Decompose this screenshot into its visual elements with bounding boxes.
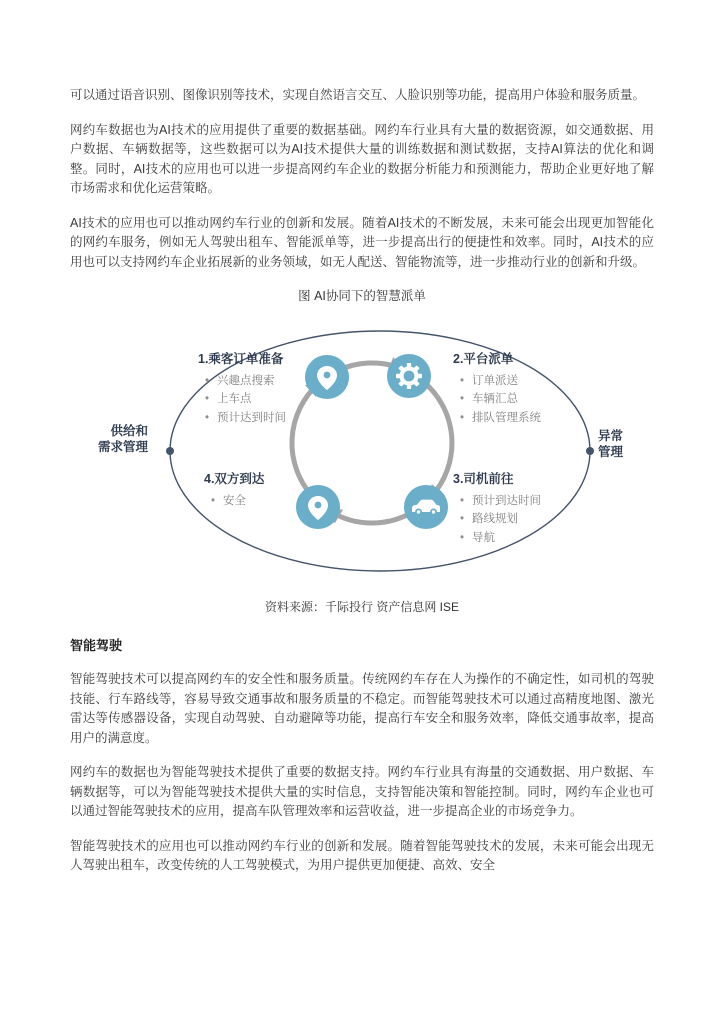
paragraph-6: 智能驾驶技术的应用也可以推动网约车行业的创新和发展。随着智能驾驶技术的发展，未来可能会出现无人驾驶出租车，改变传统的人工驾驶模式，为用户提供更加便捷、高效、安全 (70, 838, 654, 873)
right-connector-dot (586, 447, 594, 455)
node-title: 2.平台派单 (453, 351, 514, 366)
list-item: • 车辆汇总 (460, 390, 578, 408)
list-item: • 上车点 (205, 390, 310, 408)
list-item: • 安全 (211, 492, 316, 510)
pin-icon (305, 355, 349, 399)
node-both-arrive (204, 471, 316, 511)
node-title: 4.双方到达 (204, 471, 265, 486)
supply-demand-label: 供给和 需求管理 (97, 423, 148, 454)
paragraph-5: 网约车的数据也为智能驾驶技术提供了重要的数据支持。网约车行业具有海量的交通数据、用户数据、车辆数据等，可以为智能驾驶技术提供大量的实时信息，支持智能决策和智能控制。同时，网约车企业也可以通过智能驾驶技术的应用，提高车队管理效率和运营收益，进一步提高企业的市场竞争力。 (70, 765, 654, 819)
list-item: • 导航 (460, 529, 578, 547)
car-icon (404, 485, 448, 529)
node-title: 1.乘客订单准备 (198, 351, 284, 366)
node-passenger-order-prep (198, 351, 310, 427)
paragraph-4: 智能驾驶技术可以提高网约车的安全性和服务质量。传统网约车存在人为操作的不确定性，如司机的驾驶技能、行车路线等，容易导致交通事故和服务质量的不稳定。而智能驾驶技术可以通过高精度地图、激光雷达等传感器设备，实现自动驾驶、自动避障等功能，提高行车安全和服务效率，降低交通事故率，提高用户的满意度。 (70, 672, 654, 745)
paragraph-1: 可以通过语音识别、图像识别等技术，实现自然语言交互、人脸识别等功能，提高用户体验和服务质量。 (70, 88, 646, 102)
dispatch-cycle-diagram (0, 311, 724, 596)
left-connector-dot (166, 447, 174, 455)
node-items (453, 372, 578, 427)
list-item: • 预计达到时间 (205, 409, 310, 427)
node-items (204, 492, 316, 510)
paragraph-2: 网约车数据也为AI技术的应用提供了重要的数据基础。网约车行业具有大量的数据资源，如交通数据、用户数据、车辆数据等，这些数据可以为AI技术提供大量的训练数据和测试数据，支持AI算法的优化和调整。同时，AI技术的应用也可以进一步提高网约车企业的数据分析能力和预测能力，帮助企业更好地了解市场需求和优化运营策略。 (70, 122, 654, 195)
node-items (453, 492, 578, 547)
paragraph-3: AI技术的应用也可以推动网约车行业的创新和发展。随着AI技术的不断发展，未来可能会出现更加智能化的网约车服务，例如无人驾驶出租车、智能派单等，进一步提高出行的便捷性和效率。同时，AI技术的应用也可以支持网约车企业拓展新的业务领域，如无人配送、智能物流等，进一步推动行业的创新和升级。 (70, 215, 654, 269)
list-item: • 路线规划 (460, 510, 578, 528)
list-item: • 订单派送 (460, 372, 578, 390)
node-driver-en-route (453, 471, 578, 547)
list-item: • 排队管理系统 (460, 409, 578, 427)
node-items (198, 372, 310, 427)
section-heading: 智能驾驶 (70, 638, 123, 654)
list-item: • 预计到达时间 (460, 492, 578, 510)
figure-source: 资料来源：千际投行 资产信息网 ISE (264, 599, 459, 614)
node-platform-dispatch (453, 351, 578, 427)
exception-mgmt-label: 异常 管理 (598, 428, 624, 459)
list-item: • 兴趣点搜索 (205, 372, 310, 390)
node-title: 3.司机前往 (453, 471, 514, 486)
gear-icon (387, 354, 431, 398)
figure-caption: 图 AI协同下的智慧派单 (298, 289, 426, 303)
